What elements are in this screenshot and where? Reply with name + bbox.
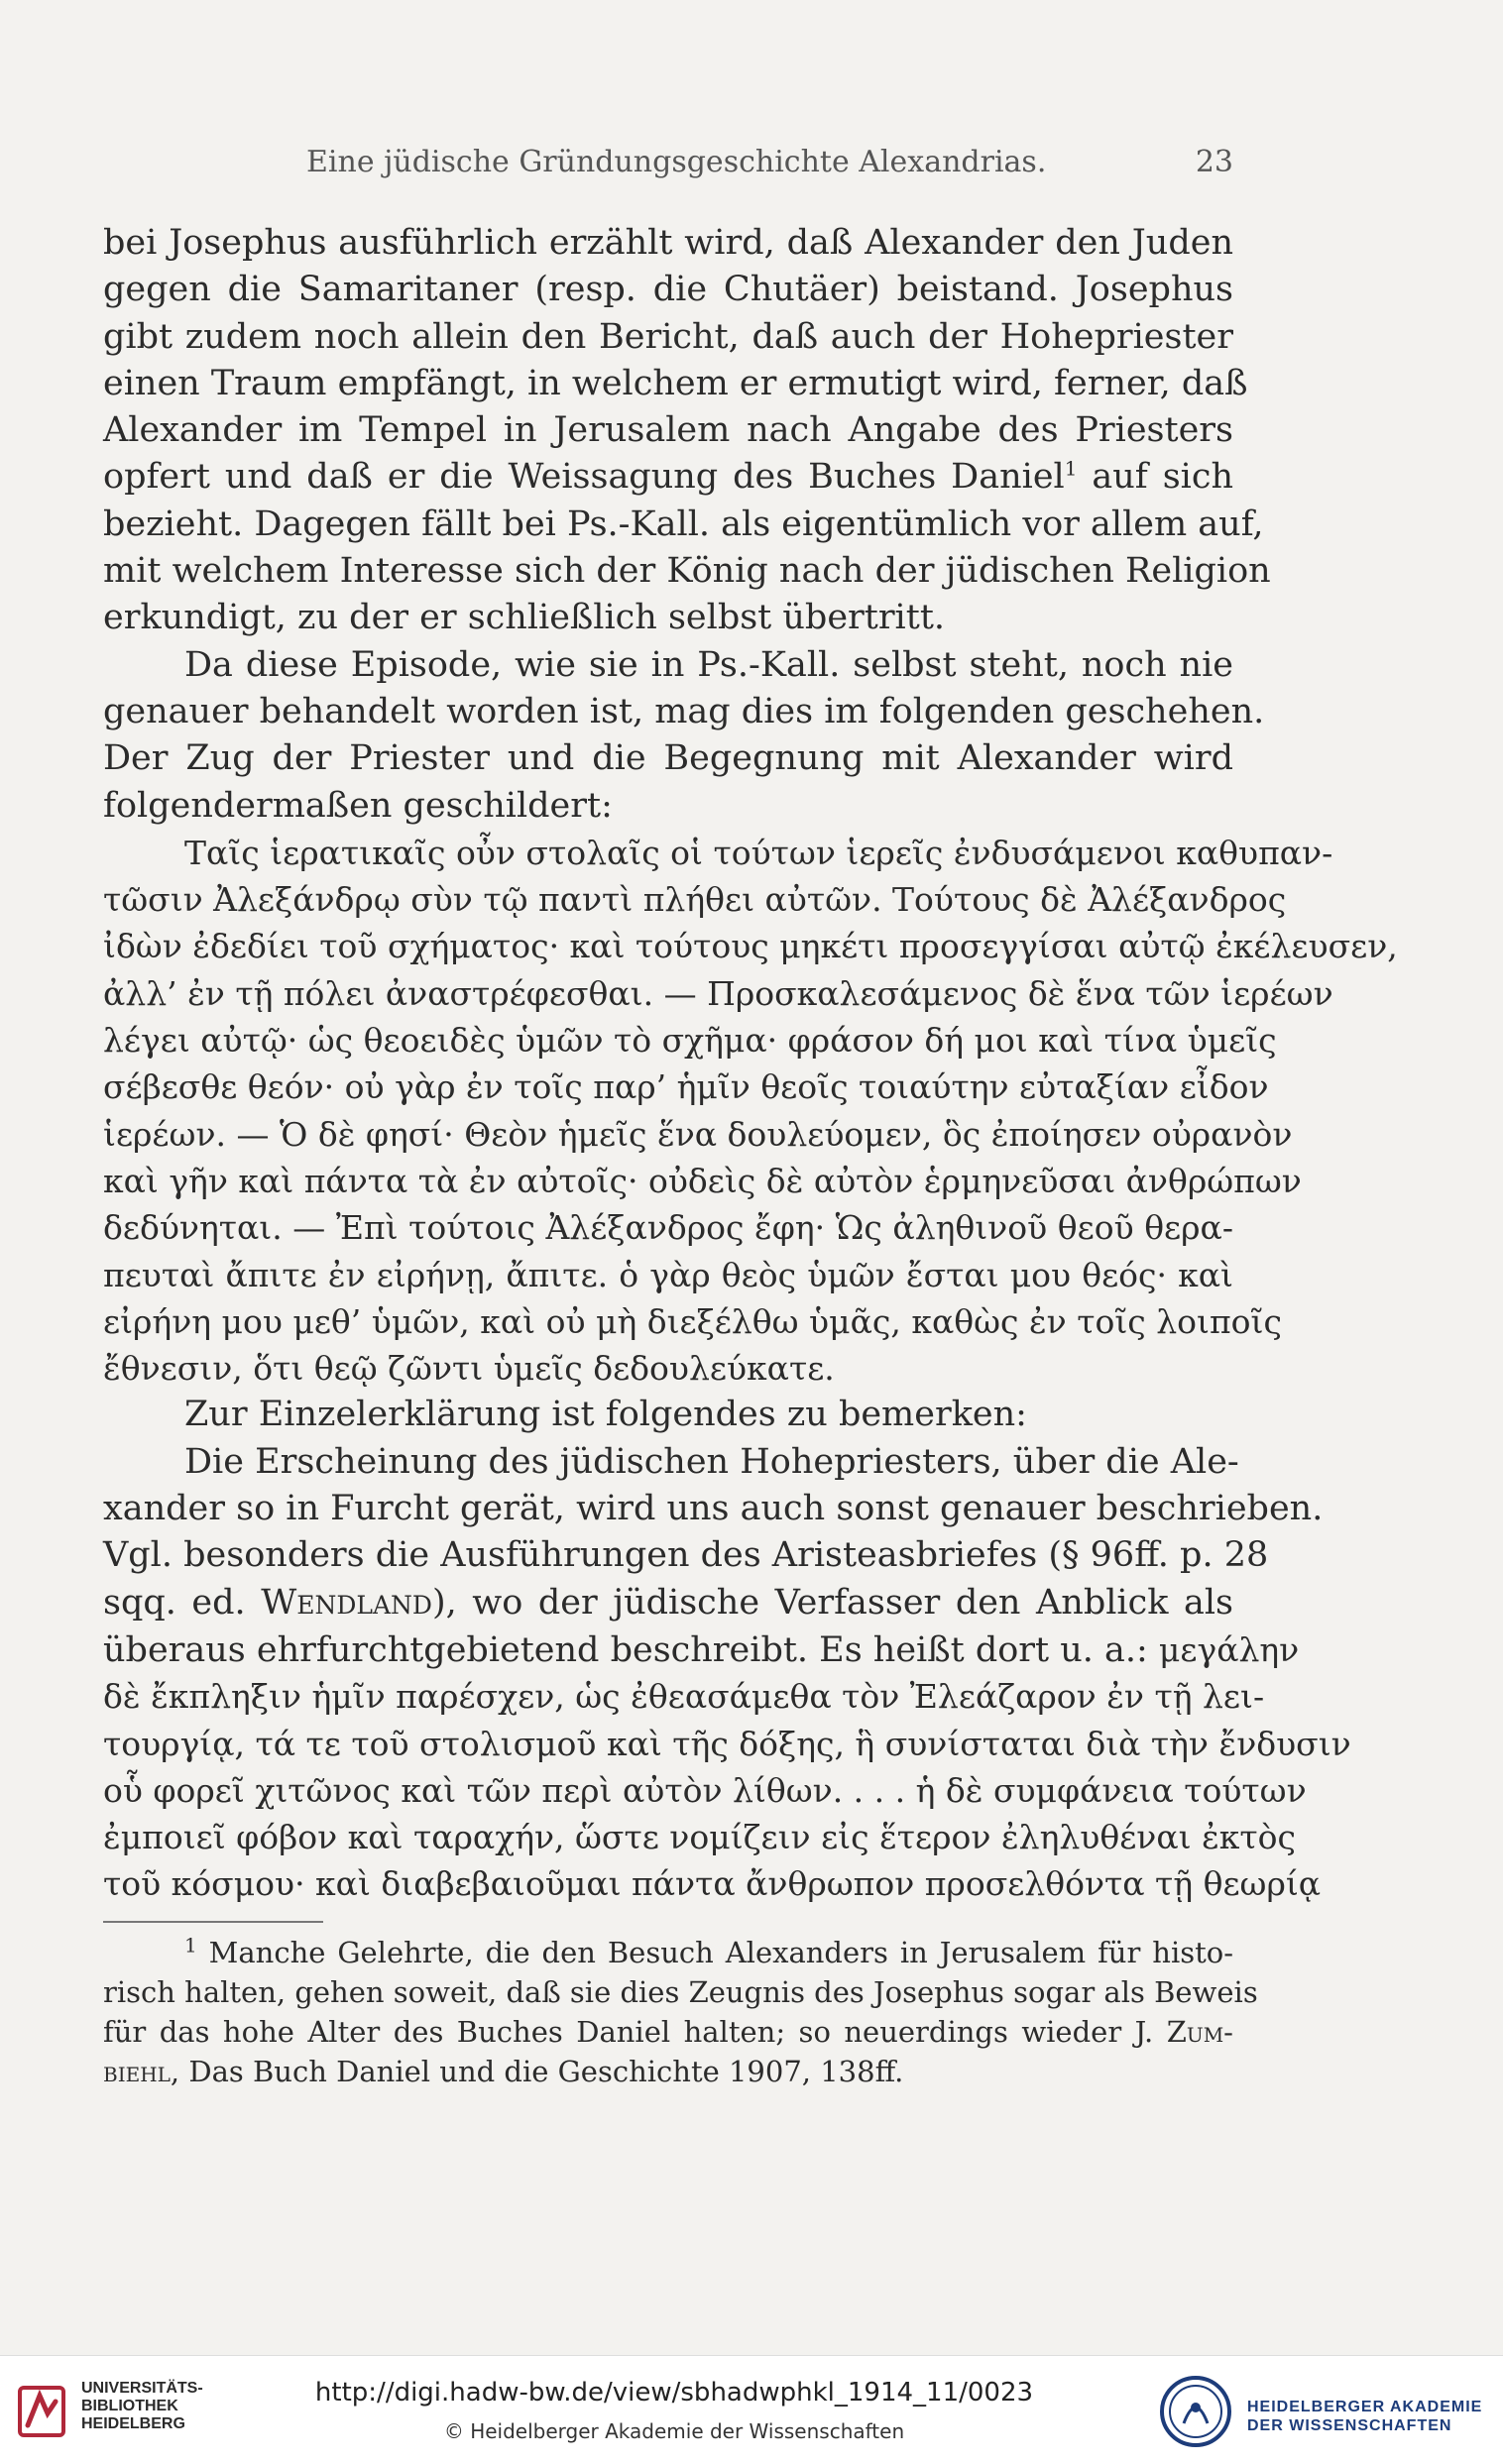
text-line: gibt zudem noch allein den Bericht, daß auch der Hohepriester bbox=[103, 316, 1233, 357]
text-segment: ), wo der jüdische Verfasser den Anblick als bbox=[431, 1582, 1234, 1623]
library-logo-line: UNIVERSITÄTS- bbox=[81, 2380, 203, 2397]
greek-line: τουργίᾳ, τά τε τοῦ στολισμοῦ καὶ τῆς δόξης, ἣ συνίσταται διὰ τὴν ἔνδυσιν bbox=[103, 1724, 1351, 1763]
academy-seal-icon bbox=[1158, 2374, 1233, 2449]
greek-line: σέβεσθε θεόν· οὐ γὰρ ἐν τοῖς παρ’ ἡμῖν θεοῖς τοιαύτην εὐταξίαν εἶδον bbox=[103, 1067, 1269, 1107]
greek-line: τῶσιν Ἀλεξάνδρῳ σὺν τῷ παντὶ πλήθει αὐτῶν. Τούτους δὲ Ἀλέξανδρος bbox=[103, 880, 1287, 920]
main-text bbox=[103, 220, 1398, 1908]
greek-segment: μεγάλην bbox=[1158, 1629, 1300, 1669]
text-line: bezieht. Dagegen fällt bei Ps.-Kall. als eigentümlich vor allem auf, bbox=[103, 504, 1264, 544]
library-logo-icon bbox=[18, 2380, 69, 2439]
text-line: erkundigt, zu der er schließlich selbst übertritt. bbox=[103, 598, 946, 638]
text-line: folgendermaßen geschildert: bbox=[103, 785, 613, 826]
author-name: Zum- bbox=[1166, 2015, 1233, 2049]
text-segment: für das hohe Alter des Buches Daniel halten; so neuerdings wieder J. bbox=[103, 2015, 1167, 2049]
text-line: genauer behandelt worden ist, mag dies im folgenden geschehen. bbox=[103, 691, 1265, 731]
text-line bbox=[103, 1580, 1233, 1626]
running-title: Eine jüdische Gründungsgeschichte Alexandrias. bbox=[306, 145, 1047, 179]
text-segment: Manche Gelehrte, die den Besuch Alexanders in Jerusalem für histo- bbox=[208, 1936, 1234, 1969]
greek-line: δεδύνηται. — Ἐπὶ τούτοις Ἀλέξανδρος ἔφη· Ὡς ἀληθινοῦ θεοῦ θερα- bbox=[103, 1208, 1233, 1248]
footnote-line bbox=[103, 2012, 1233, 2052]
text-segment: , Das Buch Daniel und die Geschichte 1907, 138ff. bbox=[170, 2055, 904, 2088]
footnote-reference[interactable]: 1 bbox=[1064, 456, 1078, 481]
greek-line: ἔθνεσιν, ὅτι θεῷ ζῶντι ὑμεῖς δεδουλεύκατε. bbox=[103, 1349, 835, 1389]
library-logo-text bbox=[81, 2380, 203, 2433]
university-library-logo[interactable] bbox=[14, 2374, 202, 2453]
footnote-line bbox=[103, 2052, 1233, 2091]
academy-logo-line: HEIDELBERGER AKADEMIE bbox=[1247, 2399, 1483, 2415]
text-line: xander so in Furcht gerät, wird uns auch sonst genauer beschrieben. bbox=[103, 1489, 1324, 1529]
greek-line: λέγει αὐτῷ· ὡς θεοειδὲς ὑμῶν τὸ σχῆμα· φράσον δή μοι καὶ τίνα ὑμεῖς bbox=[103, 1021, 1277, 1061]
footnote-divider bbox=[103, 1921, 323, 1923]
greek-line: ἐμποιεῖ φόβον καὶ ταραχήν, ὥστε νομίζειν εἰς ἕτερον ἐληλυθέναι ἐκτὸς bbox=[103, 1818, 1297, 1857]
library-logo-line: HEIDELBERG bbox=[81, 2415, 185, 2432]
copyright-notice: © Heidelberger Akademie der Wissenschaften bbox=[443, 2419, 905, 2443]
page-number: 23 bbox=[1195, 145, 1233, 179]
greek-line: καὶ γῆν καὶ πάντα τὰ ἐν αὐτοῖς· οὐδεὶς δὲ αὐτὸν ἑρμηνεῦσαι ἀνθρώπων bbox=[103, 1161, 1302, 1200]
text-segment: sqq. ed. bbox=[103, 1582, 262, 1623]
footnote-marker: 1 bbox=[184, 1933, 197, 1958]
text-line: Vgl. besonders die Ausführungen des Aristeasbriefes (§ 96ff. p. 28 bbox=[103, 1535, 1269, 1576]
text-segment: auf sich bbox=[1077, 457, 1233, 498]
footnote-line bbox=[103, 1933, 1233, 1972]
text-line: Die Erscheinung des jüdischen Hohepriesters, über die Ale- bbox=[184, 1441, 1239, 1482]
text-line: Alexander im Tempel in Jerusalem nach Angabe des Priesters bbox=[103, 410, 1233, 451]
text-line: Zur Einzelerklärung ist folgendes zu bemerken: bbox=[184, 1395, 1027, 1435]
text-segment: opfert und daß er die Weissagung des Buches Daniel bbox=[103, 457, 1065, 498]
academy-logo-line: DER WISSENSCHAFTEN bbox=[1247, 2417, 1452, 2434]
greek-line: πευταὶ ἄπιτε ἐν εἰρήνῃ, ἄπιτε. ὁ γὰρ θεὸς ὑμῶν ἔσται μου θεός· καὶ bbox=[103, 1255, 1233, 1294]
text-line: einen Traum empfängt, in welchem er ermutigt wird, ferner, daß bbox=[103, 363, 1248, 403]
text-line: gegen die Samaritaner (resp. die Chutäer) beistand. Josephus bbox=[103, 270, 1233, 310]
author-name: Wendland bbox=[261, 1582, 432, 1623]
greek-line: ἱερέων. — Ὁ δὲ φησί· Θεὸν ἡμεῖς ἕνα δουλεύομεν, ὃς ἐποίησεν οὐρανὸν bbox=[103, 1114, 1293, 1154]
greek-line: ἰδὼν ἐδεδίει τοῦ σχήματος· καὶ τούτους μηκέτι προσεγγίσαι αὐτῷ ἐκέλευσεν, bbox=[103, 927, 1398, 966]
greek-line: τοῦ κόσμου· καὶ διαβεβαιοῦμαι πάντα ἄνθρωπον προσελθόντα τῇ θεωρίᾳ bbox=[103, 1864, 1322, 1904]
greek-line: εἰρήνη μου μεθ’ ὑμῶν, καὶ οὐ μὴ διεξέλθω ὑμᾶς, καθὼς ἐν τοῖς λοιποῖς bbox=[103, 1301, 1282, 1341]
author-name: biehl bbox=[103, 2055, 171, 2088]
greek-line: δὲ ἔκπληξιν ἡμῖν παρέσχεν, ὡς ἐθεασάμεθα τὸν Ἐλεάζαρον ἐν τῇ λει- bbox=[103, 1677, 1265, 1717]
greek-quotation bbox=[103, 830, 1398, 1393]
running-header bbox=[103, 145, 1233, 184]
text-line bbox=[103, 1626, 1300, 1673]
text-line: Da diese Episode, wie sie in Ps.-Kall. selbst steht, noch nie bbox=[184, 644, 1233, 685]
footnote bbox=[103, 1933, 1258, 2091]
academy-logo[interactable] bbox=[1158, 2374, 1495, 2453]
greek-line: ἀλλ’ ἐν τῇ πόλει ἀναστρέφεσθαι. — Προσκαλεσάμενος δὲ ἕνα τῶν ἱερέων bbox=[103, 973, 1333, 1013]
viewer-footer bbox=[0, 2355, 1503, 2464]
text-line: Der Zug der Priester und die Begegnung mit Alexander wird bbox=[103, 738, 1233, 779]
text-line bbox=[103, 454, 1233, 501]
text-segment: überaus ehrfurchtgebietend beschreibt. Es heißt dort u. a.: bbox=[103, 1629, 1159, 1670]
greek-line: Ταῖς ἱερατικαῖς οὖν στολαῖς οἱ τούτων ἱερεῖς ἐνδυσάμενοι καθυπαν- bbox=[184, 833, 1333, 872]
greek-line: οὗ φορεῖ χιτῶνος καὶ τῶν περὶ αὐτὸν λίθων. . . . ἡ δὲ συμφάνεια τούτων bbox=[103, 1770, 1307, 1810]
text-line: bei Josephus ausführlich erzählt wird, daß Alexander den Juden bbox=[103, 223, 1233, 263]
footnote-line: risch halten, gehen soweit, daß sie dies Zeugnis des Josephus sogar als Beweis bbox=[103, 1975, 1258, 2009]
academy-logo-text bbox=[1247, 2398, 1482, 2435]
greek-quotation-2 bbox=[103, 1673, 1351, 1907]
permalink-url[interactable]: http://digi.hadw-bw.de/view/sbhadwphkl_1914_11/0023 bbox=[314, 2378, 1034, 2408]
library-logo-line: BIBLIOTHEK bbox=[81, 2398, 178, 2414]
text-line: mit welchem Interesse sich der König nach der jüdischen Religion bbox=[103, 551, 1271, 592]
